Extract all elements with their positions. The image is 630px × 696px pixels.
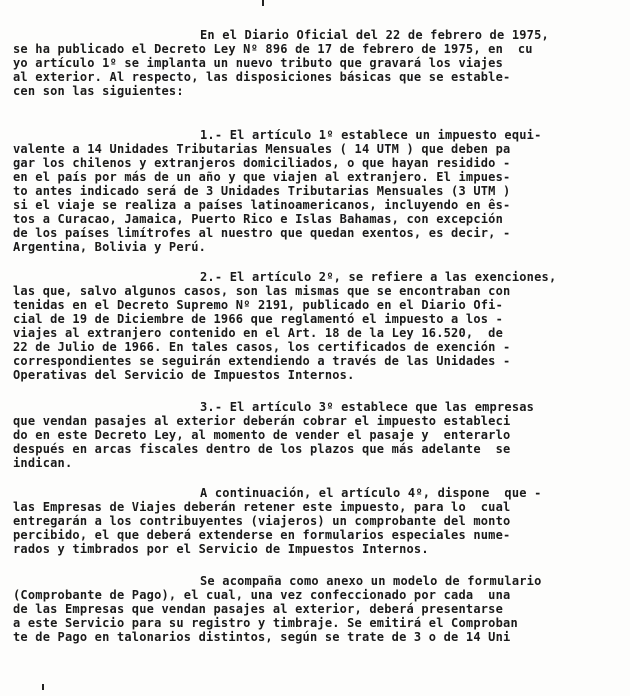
para5-line-2: (Comprobante de Pago), el cual, una vez confeccionado por cada una: [13, 588, 511, 602]
para2-line-3: tenidas en el Decreto Supremo Nº 2191, publicado en el Diario Ofi-: [13, 298, 504, 312]
para3-line-4: después en arcas fiscales dentro de los plazos que más adelante se: [13, 442, 511, 456]
intro-line-4: al exterior. Al respecto, las disposiciones básicas que se estable-: [13, 70, 511, 84]
intro-line-2: se ha publicado el Decreto Ley Nº 896 de 17 de febrero de 1975, en cu: [13, 42, 533, 56]
para2-line-6: 22 de Julio de 1966. En tales casos, los certificados de exención -: [13, 340, 511, 354]
para2-line-2: las que, salvo algunos casos, son las mismas que se encontraban con: [13, 284, 511, 298]
para1-line-3: gar los chilenos y extranjeros domiciliados, o que hayan residido -: [13, 156, 511, 170]
para2-line-5: viajes al extranjero contenido en el Art. 18 de la Ley 16.520, de: [13, 326, 504, 340]
para1-line-5: to antes indicado será de 3 Unidades Tributarias Mensuales (3 UTM ): [13, 184, 511, 198]
para3-line-5: indican.: [13, 456, 73, 470]
para3-line-1: 3.- El artículo 3º establece que las empresas: [200, 400, 535, 414]
para4-line-2: las Empresas de Viajes deberán retener este impuesto, para lo cual: [13, 500, 511, 514]
para2-line-4: cial de 19 de Diciembre de 1966 que reglamentó el impuesto a los -: [13, 312, 504, 326]
para5-line-1: Se acompaña como anexo un modelo de formulario: [200, 574, 542, 588]
para5-line-3: de las Empresas que vendan pasajes al exterior, deberá presentarse: [13, 602, 504, 616]
para5-line-4: a este Servicio para su registro y timbraje. Se emitirá el Comproban: [13, 616, 518, 630]
para2-line-1: 2.- El artículo 2º, se refiere a las exenciones,: [200, 270, 557, 284]
scan-mark-bottom: [42, 684, 44, 690]
intro-line-1: En el Diario Oficial del 22 de febrero de 1975,: [200, 28, 549, 42]
para1-line-4: en el país por más de un año y que viajen al extranjero. El impues-: [13, 170, 511, 184]
para1-line-1: 1.- El artículo 1º establece un impuesto equi-: [200, 128, 542, 142]
para1-line-7: tos a Curacao, Jamaica, Puerto Rico e Islas Bahamas, con excepción: [13, 212, 504, 226]
para4-line-1: A continuación, el artículo 4º, dispone que -: [200, 486, 542, 500]
para4-line-5: rados y timbrados por el Servicio de Impuestos Internos.: [13, 542, 429, 556]
intro-line-3: yo artículo 1º se implanta un nuevo tributo que gravará los viajes: [13, 56, 504, 70]
intro-line-5: cen son las siguientes:: [13, 84, 184, 98]
para3-line-3: do en este Decreto Ley, al momento de vender el pasaje y enterarlo: [13, 428, 511, 442]
para1-line-8: de los países limítrofes al nuestro que quedan exentos, es decir, -: [13, 226, 511, 240]
para4-line-4: percibido, el que deberá extenderse en formularios especiales nume-: [13, 528, 511, 542]
para1-line-2: valente a 14 Unidades Tributarias Mensuales ( 14 UTM ) que deben pa: [13, 142, 511, 156]
scan-mark-top: [262, 0, 264, 6]
para3-line-2: que vendan pasajes al exterior deberán cobrar el impuesto estableci: [13, 414, 511, 428]
para2-line-7: correspondientes se seguirán extendiendo a través de las Unidades -: [13, 354, 511, 368]
para2-line-8: Operativas del Servicio de Impuestos Internos.: [13, 368, 355, 382]
para1-line-9: Argentina, Bolivia y Perú.: [13, 240, 207, 254]
para4-line-3: entregarán a los contribuyentes (viajeros) un comprobante del monto: [13, 514, 511, 528]
para1-line-6: si el viaje se realiza a países latinoamericanos, incluyendo en ês-: [13, 198, 511, 212]
para5-line-5: te de Pago en talonarios distintos, según se trate de 3 o de 14 Uni: [13, 630, 511, 644]
